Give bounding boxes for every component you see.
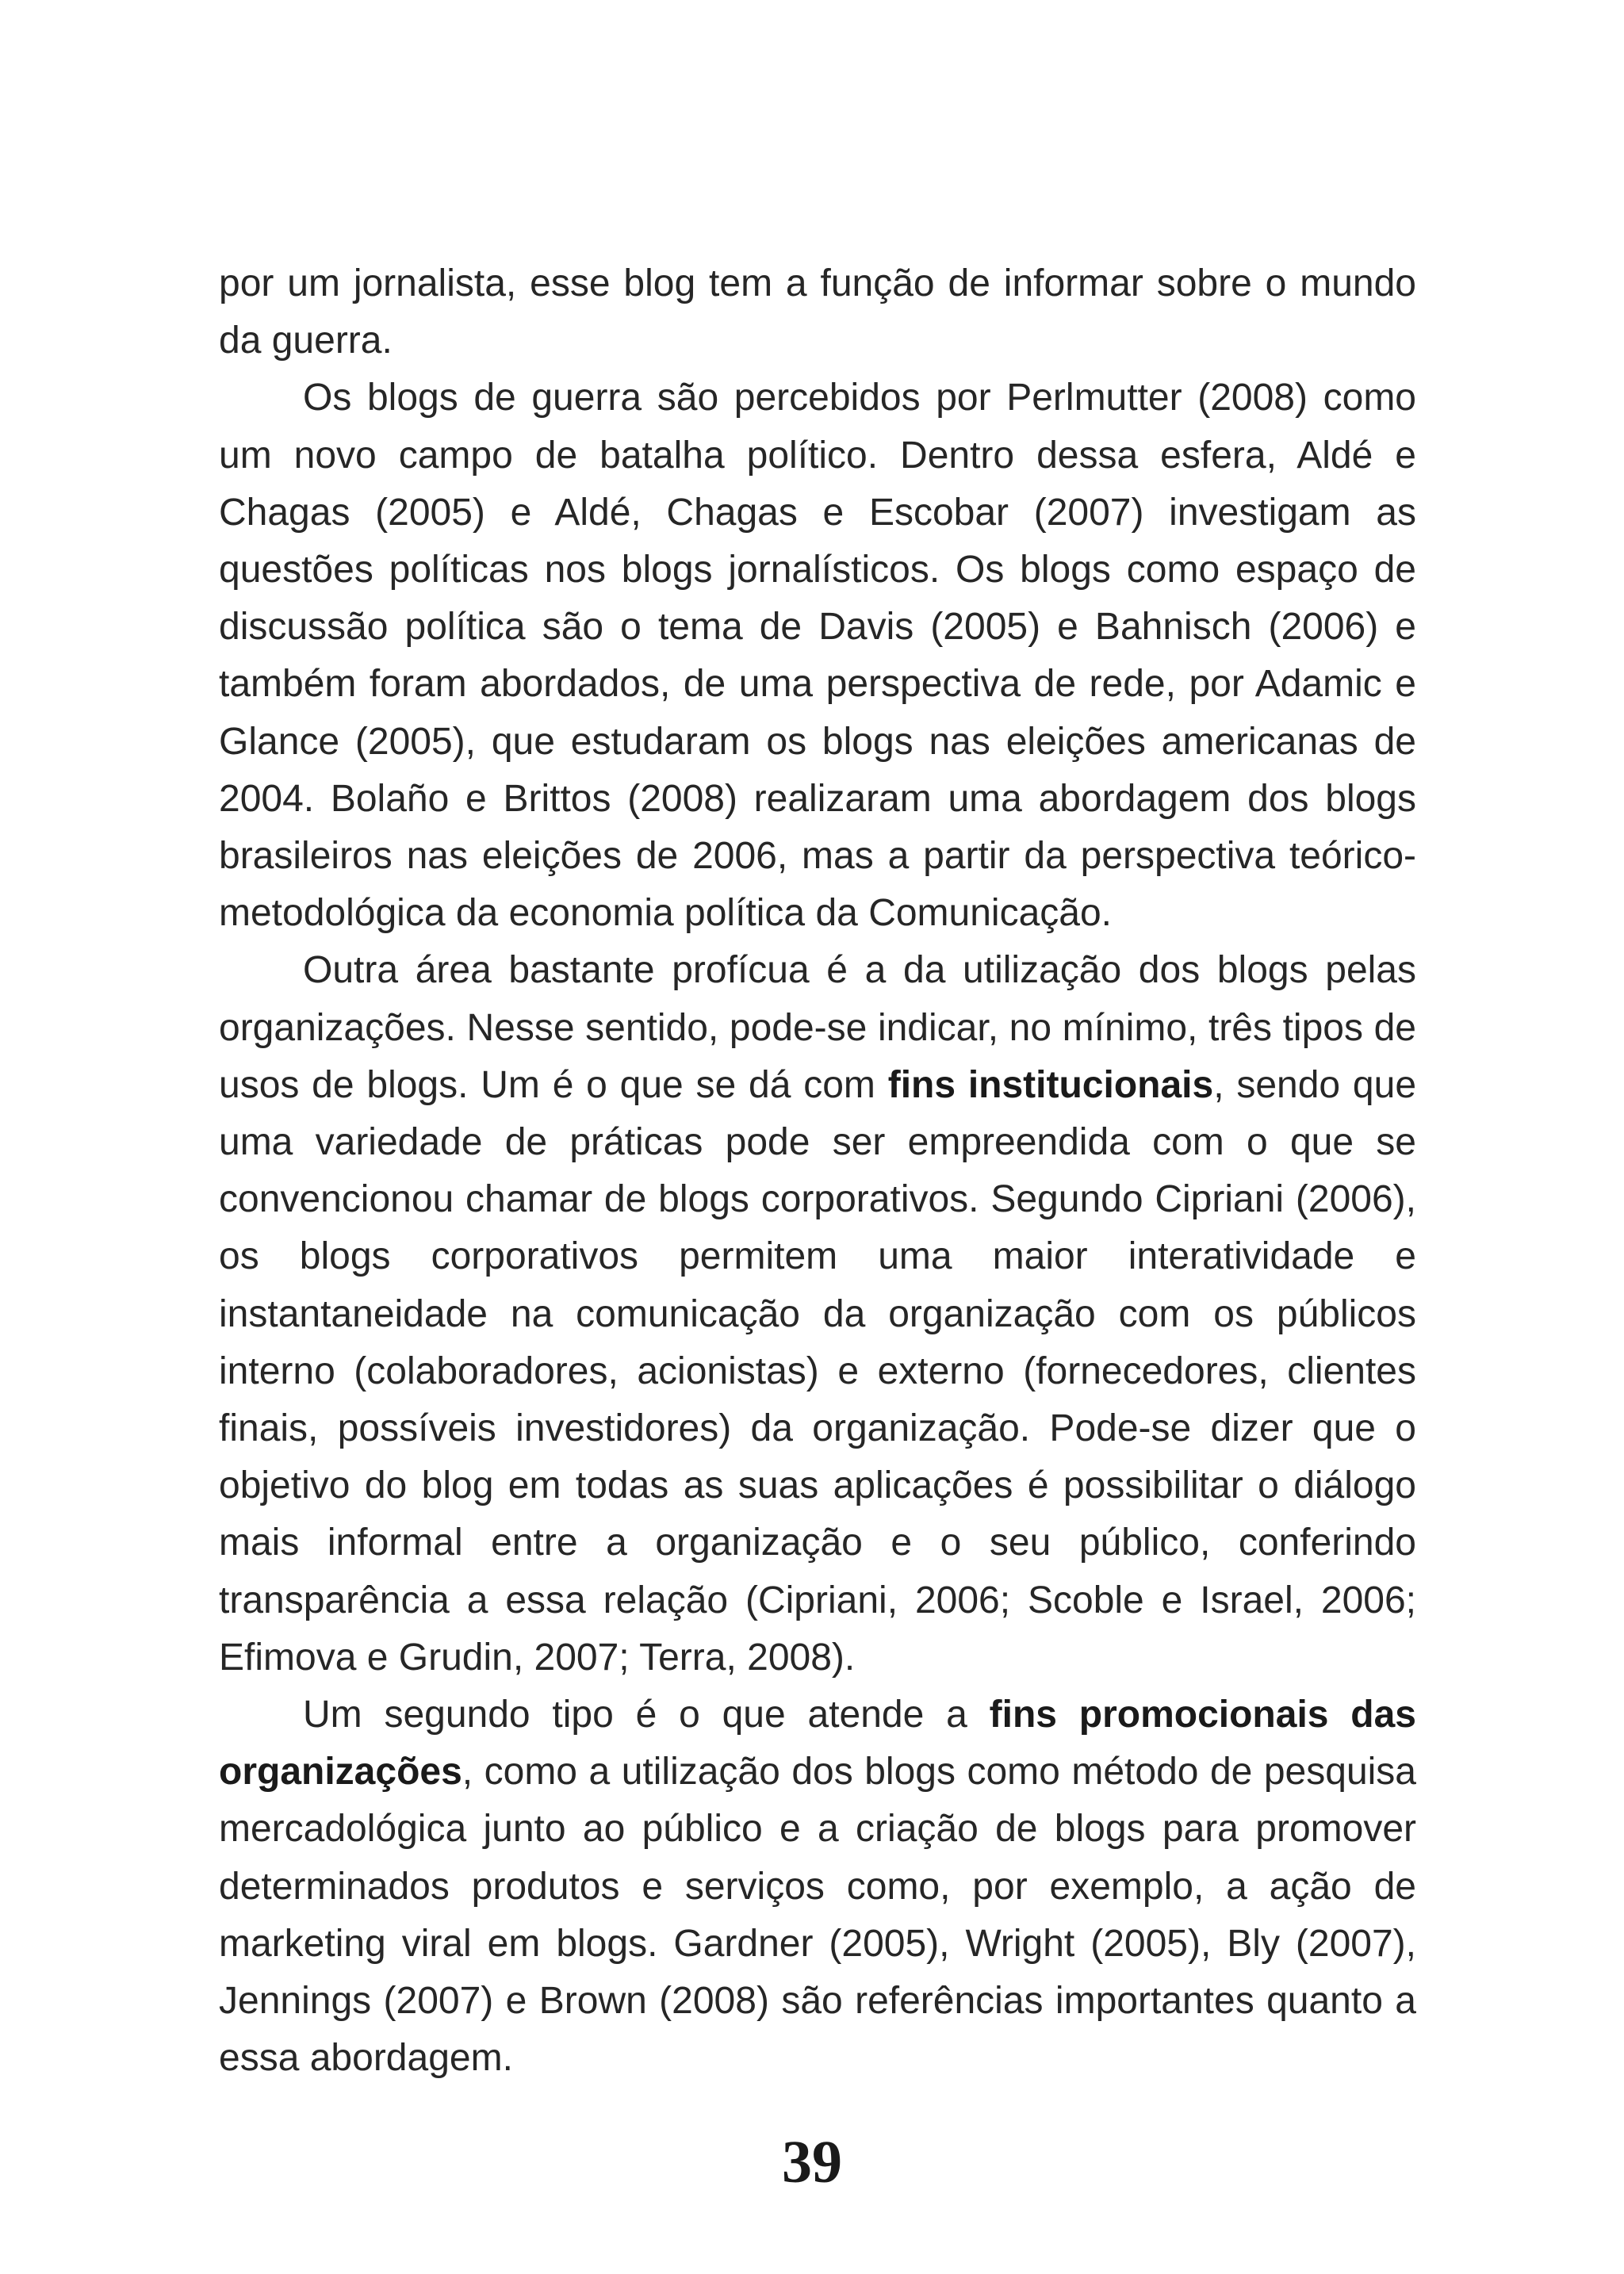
bold-term-fins-institucionais: fins institucionais bbox=[887, 1063, 1214, 1106]
paragraph-4 bbox=[219, 1686, 1416, 2087]
paragraph-4-text-end: , como a utilização dos blogs como método de pesquisa mercadológica junto ao público e a criação de blogs para promover determinados produtos e serviços como, por exemplo, a ação de marketing viral em blogs. Gardner (2005), Wright (2005), Bly (2007), Jennings (2007) e Brown (2008) são referências importantes quanto a essa abordagem. bbox=[219, 1751, 1416, 2080]
paragraph-3-text-end: , sendo que uma variedade de práticas pode ser empreendida com o que se convencionou chamar de blogs corporativos. Segundo Cipriani (2006), os blogs corporativos permitem uma maior interatividade e instantaneidade na comunicação da organização com os públicos interno (colaboradores, acionistas) e externo (fornecedores, clientes finais, possíveis investidores) da organização. Pode-se dizer que o objetivo do blog em todas as suas aplicações é possibilitar o diálogo mais informal entre a organização e o seu público, conferindo transparência a essa relação (Cipriani, 2006; Scoble e Israel, 2006; Efimova e Grudin, 2007; Terra, 2008). bbox=[219, 1063, 1417, 1679]
bold-term-fins-promocionais: fins promocionais das organizações bbox=[219, 1694, 1416, 1794]
paragraph-1-text: por um jornalista, esse blog tem a função de informar sobre o mundo da guerra. bbox=[219, 262, 1416, 362]
body-text bbox=[219, 255, 1416, 2088]
page-number: 39 bbox=[782, 2129, 842, 2196]
paragraph-1 bbox=[219, 255, 1416, 369]
paragraph-2-text: Os blogs de guerra são percebidos por Perlmutter (2008) como um novo campo de batalha político. Dentro dessa esfera, Aldé e Chagas (2005) e Aldé, Chagas e Escobar (2007) investigam as questões políticas nos blogs jornalísticos. Os blogs como espaço de discussão política são o tema de Davis (2005) e Bahnisch (2006) e também foram abordados, de uma perspectiva de rede, por Adamic e Glance (2005), que estudaram os blogs nas eleições americanas de 2004. Bolaño e Brittos (2008) realizaram uma abordagem dos blogs brasileiros nas eleições de 2006, mas a partir da perspectiva teórico-metodológica da economia política da Comunicação. bbox=[219, 377, 1416, 935]
paragraph-3 bbox=[219, 942, 1416, 1686]
paragraph-2 bbox=[219, 369, 1416, 942]
paragraph-3-text-start: Outra área bastante profícua é a da utilização dos blogs pelas organizações. Nesse sentido, pode-se indicar, no mínimo, três tipos de usos de blogs. Um é o que se dá com bbox=[219, 949, 1416, 1106]
paragraph-4-text-start: Um segundo tipo é o que atende a bbox=[303, 1694, 990, 1736]
